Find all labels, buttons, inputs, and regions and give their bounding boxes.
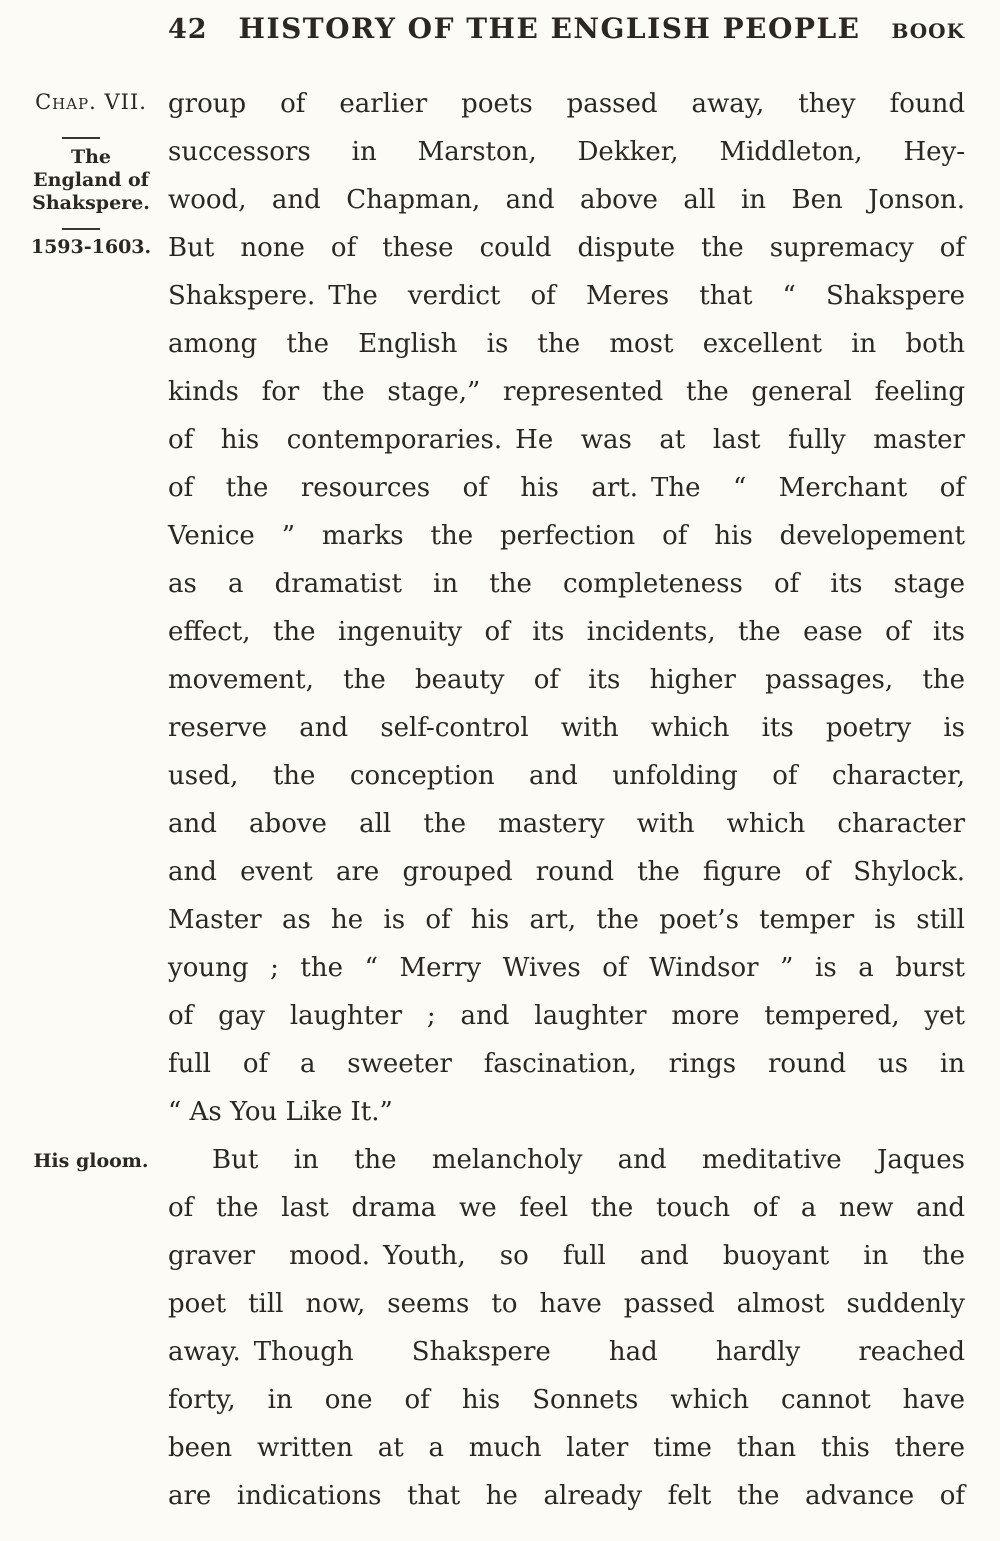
text-line: group of earlier poets passed away, they found	[168, 89, 965, 119]
margin-note-dates: 1593-1603.	[30, 236, 152, 258]
text-line: But in the melancholy and meditative Jaques	[212, 1145, 965, 1175]
body-text	[168, 80, 965, 1520]
text-line: been written at a much later time than this there	[168, 1433, 965, 1463]
text-line: and above all the mastery with which character	[168, 809, 965, 839]
margin-note-line: The	[70, 146, 112, 168]
page-number: 42	[168, 14, 208, 45]
text-line: of the last drama we feel the touch of a new and	[168, 1193, 965, 1223]
text-line: as a dramatist in the completeness of its stage	[168, 569, 965, 599]
text-line: Venice ” marks the perfection of his developement	[168, 521, 965, 551]
text-line: wood, and Chapman, and above all in Ben Jonson.	[168, 185, 965, 215]
margin-note-england-of-shakspere	[20, 146, 162, 215]
text-line: Shakspere. The verdict of Meres that “ Shakspere	[168, 281, 965, 311]
running-title: HISTORY OF THE ENGLISH PEOPLE	[238, 12, 861, 45]
text-line: used, the conception and unfolding of character,	[168, 761, 965, 791]
text-line: and event are grouped round the figure of Shylock.	[168, 857, 965, 887]
text-line: graver mood. Youth, so full and buoyant in the	[168, 1241, 965, 1271]
margin-note-chapter: Chap. VII.	[35, 90, 147, 114]
text-line: away. Though Shakspere had hardly reached	[168, 1337, 965, 1367]
text-line: successors in Marston, Dekker, Middleton, Hey-	[168, 137, 965, 167]
text-line: of the resources of his art. The “ Merchant of	[168, 473, 965, 503]
margin-rule	[62, 137, 100, 139]
margin-rule	[62, 228, 100, 230]
book-label: BOOK	[891, 19, 965, 43]
text-line: young ; the “ Merry Wives of Windsor ” is a burst	[168, 953, 965, 983]
text-line: Master as he is of his art, the poet’s temper is still	[168, 905, 965, 935]
text-line: movement, the beauty of its higher passages, the	[168, 665, 965, 695]
text-line: reserve and self-control with which its poetry is	[168, 713, 965, 743]
text-line: of his contemporaries. He was at last fully master	[168, 425, 965, 455]
text-line: poet till now, seems to have passed almost suddenly	[168, 1289, 965, 1319]
text-line: among the English is the most excellent in both	[168, 329, 965, 359]
running-header	[168, 12, 965, 45]
margin-note-line: Shakspere.	[32, 192, 150, 214]
text-line: “ As You Like It.”	[168, 1097, 393, 1127]
text-line: full of a sweeter fascination, rings round us in	[168, 1049, 965, 1079]
text-line: are indications that he already felt the advance of	[168, 1481, 965, 1511]
margin-note-his-gloom: His gloom.	[33, 1150, 149, 1172]
text-line: effect, the ingenuity of its incidents, the ease of its	[168, 617, 965, 647]
margin-note-line: England of	[33, 169, 149, 191]
text-line: forty, in one of his Sonnets which cannot have	[168, 1385, 965, 1415]
text-line: kinds for the stage,” represented the general feeling	[168, 377, 965, 407]
text-line: But none of these could dispute the supremacy of	[168, 233, 965, 263]
text-line: of gay laughter ; and laughter more tempered, yet	[168, 1001, 965, 1031]
